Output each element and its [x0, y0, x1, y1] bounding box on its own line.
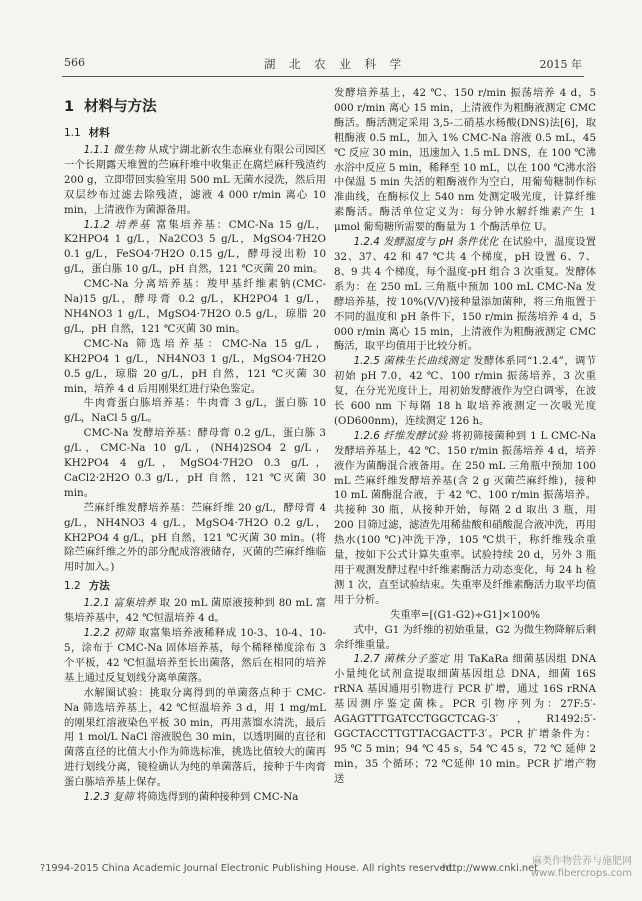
- para-text: 取 20 mL 菌原液接种到 80 mL 富集培养基中，42 ℃恒温培养 4 d。: [64, 597, 327, 625]
- subsection-heading-1-2: [64, 579, 326, 593]
- paragraph-cmc-separation: CMC-Na 分离培养基：羧甲基纤维素钠(CMC-Na)15 g/L，酵母膏 0.2 g/L，KH2PO4 1 g/L，NH4NO3 1 g/L，MgSO4·7H2O 0.5 g/L，琼脂 20 g/L，pH 自然，121 ℃灭菌 30 min。: [64, 278, 326, 335]
- journal-year: 2015 年: [539, 58, 582, 71]
- paragraph-molecular-id: [334, 652, 596, 786]
- para-lead: 1.2.6 纤维发酵试验: [353, 429, 448, 442]
- site-watermark: [531, 856, 632, 880]
- paragraph-secondary-screening: [64, 790, 326, 805]
- para-lead: 1.2.5 菌株生长曲线测定: [353, 355, 470, 368]
- para-text: 将初筛接菌种到 1 L CMC-Na 发酵培养基上，42 ℃、150 r/min 振荡培养 4 d，培养液作为菌酶混合液备用。在 250 mL 三角瓶中预加 100 mL 苎麻纤维发酵培养基(含 2 g 灭菌苎麻纤维)，接种 10 mL 菌酶混合液，于 42 ℃、100 r/min 振荡培养。共接种 30 瓶，从接种开始，每隔 2 d 取出 3 瓶，用 200 目筛过滤，滤渣先用稀盐酸和硝酸混合液冲洗，再用热水(100 ℃)冲洗干净，105 ℃烘干，称纤维残余重量，按如下公式计算失重率。试验持续 20 d，另外 3 瓶用于观测发酵过程中纤维素酶活力动态变化，每 24 h 检测 1 次，直至试验结束。失重率及纤维素酶活力取平均值用于分析。: [334, 429, 596, 606]
- subsection-title: 方法: [88, 580, 110, 593]
- paragraph-cmc-fermentation: CMC-Na 发酵培养基：酵母膏 0.2 g/L，蛋白胨 3 g/L，CMC-Na 10 g/L，(NH4)2SO4 2 g/L，KH2PO4 4 g/L，MgSO4·7H2O 0.3 g/L，CaCl2·2H2O 0.3 g/L，pH 自然，121 ℃灭菌 30 min。: [64, 427, 326, 499]
- para-text: 富集培养基：CMC-Na 15 g/L，K2HPO4 1 g/L，Na2CO3 5 g/L，MgSO4·7H2O 0.1 g/L，FeSO4·7H2O 0.15 g/L，酵母浸出粉 10 g/L，蛋白胨 10 g/L，pH 自然，121 ℃灭菌 20 min。: [64, 218, 326, 276]
- section-number: 1: [64, 99, 75, 115]
- paragraph-ramie-fermentation: 苎麻纤维发酵培养基：苎麻纤维 20 g/L，酵母膏 4 g/L，NH4NO3 4 g/L，MgSO4·7H2O 0.2 g/L，KH2PO4 4 g/L，pH 自然，121 ℃灭菌 30 min。(将除苎麻纤维之外的部分配成溶液储存，灭菌的苎麻纤维临用时加入。): [64, 501, 326, 574]
- header-rule: [62, 76, 584, 77]
- subsection-number: 1.1: [64, 127, 81, 139]
- paragraph-formula-note: 式中，G1 为纤维的初始重量，G2 为微生物降解后剩余纤维重量。: [334, 623, 596, 651]
- para-lead: 1.2.3 复筛: [83, 791, 134, 804]
- watermark-line-2: www.fibercrops.com: [530, 868, 632, 879]
- section-title: 材料与方法: [84, 99, 157, 115]
- para-text: 发酵体系同“1.2.4”，调节初始 pH 7.0，42 ℃、100 r/min 振荡培养，3 次重复，在分光光度计上，用初始发酵液作为空白调零，在波长 600 nm 下每隔 18 h 取培养液测定一次吸光度(OD600nm)，连续测定 126 h。: [334, 355, 596, 427]
- section-heading-1: [64, 98, 326, 116]
- para-text: 将筛选得到的菌种接种到 CMC-Na: [136, 791, 299, 804]
- left-column: [64, 86, 326, 805]
- paragraph-hydrolysis-circle: 水解圈试验：挑取分离得到的单菌落点种于 CMC-Na 筛选培养基上，42 ℃恒温培养 3 d，用 1 mg/mL 的刚果红溶液染色平板 30 min，再用蒸馏水清洗，最后用 1 mol/L NaCl 溶液脱色 30 min，以透明圈的直径和菌落直径的比值大小作为筛选标准，挑选比值较大的菌再进行划线分离，镜检确认为纯的单菌落后，接种于牛肉膏蛋白胨培养基上保存。: [64, 686, 326, 789]
- para-lead: 1.2.1 富集培养: [83, 597, 157, 610]
- para-lead: 1.1.2 培养基: [83, 218, 152, 231]
- paragraph-growth-curve: [334, 354, 596, 429]
- para-text: 取富集培养液稀释成 10-3、10-4、10-5，涂布于 CMC-Na 固体培养基，每个稀释梯度涂布 3 个平板，42 ℃恒温培养至长出菌落，然后在相同的培养基上通过反复划线分离单菌落。: [64, 627, 326, 684]
- paragraph-cmc-screening: CMC-Na 筛选培养基：CMC-Na 15 g/L，KH2PO4 1 g/L，NH4NO3 1 g/L，MgSO4·7H2O 0.5 g/L，琼脂 20 g/L，pH 自然，121 ℃灭菌 30 min，培养 4 d 后用刚果红进行染色鉴定。: [64, 337, 326, 395]
- right-column: [334, 86, 596, 787]
- para-lead: 1.2.2 初筛: [83, 627, 136, 640]
- paragraph-fiber-fermentation: [334, 429, 596, 608]
- paragraph-temp-ph: [334, 235, 596, 354]
- paragraph-microbe: [64, 143, 326, 218]
- weight-loss-formula: 失重率=[(G1-G2)÷G1]×100%: [389, 608, 541, 621]
- para-text: 用 TaKaRa 细菌基因组 DNA 小量纯化试剂盒提取细菌基因组总 DNA，细菌 16S rRNA 基因通用引物进行 PCR 扩增，通过 16S rRNA 基因测序鉴定菌株。PCR 引物序列为：27F:5′-AGAGTTTGATCCTGGCTCAG-3′，R1492:5′-GGCTACCTTGTTACGACTT-3′。PCR 扩增条件为：95 ℃ 5 min；94 ℃ 45 s，54 ℃ 45 s，72 ℃ 延伸 2 min，35 个循环；72 ℃延伸 10 min。PCR 扩增产物送: [334, 653, 596, 785]
- para-lead: 1.1.1 微生物: [83, 144, 145, 156]
- journal-title: 湖 北 农 业 科 学: [263, 57, 407, 71]
- copyright-notice: ?1994-2015 China Academic Journal Electronic Publishing House. All rights reserved.: [40, 863, 455, 874]
- para-text: 从咸宁湖北新农生态麻业有限公司园区一个长期露天堆置的苎麻秆堆中收集正在腐烂麻秆残渣约 200 g，立即带回实验室用 500 mL 无菌水浸洗，然后用双层纱布过滤去除残渣，滤液 4 000 r/min 离心 10 min，上清液作为菌源备用。: [64, 144, 326, 216]
- para-lead: 1.2.4 发酵温度与 pH 条件优化: [353, 236, 499, 249]
- paragraph-enrichment: [64, 596, 326, 626]
- cnki-link[interactable]: http://www.cnki.net: [442, 863, 538, 874]
- watermark-line-1: 麻类作物营养与施肥网: [532, 856, 632, 867]
- paragraph-continued: 发酵培养基上，42 ℃、150 r/min 振荡培养 4 d，5 000 r/min 离心 15 min，上清液作为粗酶液测定 CMC 酶活。酶活测定采用 3,5-二硝基水杨酸(DNS)法[6]，取粗酶液 0.5 mL，加入 1% CMC-Na 溶液 0.5 mL，45 ℃ 反应 30 min，迅速加入 1.5 mL DNS，在 100 ℃沸水浴中反应 5 min，稀释至 10 mL，以在 100 ℃沸水浴中保温 5 min 失活的粗酶液作为空白，用葡萄糖制作标准曲线，在酶标仪上 540 nm 处测定吸光度，计算纤维素酶活。酶活单位定义为：每分钟水解纤维素产生 1 μmol 葡萄糖所需要的酶量为 1 个酶活单位 U。: [334, 87, 596, 234]
- subsection-heading-1-1: [64, 126, 326, 140]
- paragraph-primary-screening: [64, 626, 326, 686]
- para-lead: 1.2.7 菌株分子鉴定: [353, 653, 450, 666]
- paragraph-media: [64, 218, 326, 278]
- para-text: 在试验中，温度设置 32、37、42 和 47 ℃共 4 个梯度，pH 设置 6、7、8、9 共 4 个梯度，每个温度-pH 组合 3 次重复。发酵体系为：在 250 mL 三角瓶中预加 100 mL CMC-Na 发酵培养基，按 10%(V/V)接种量添加菌种，将三角瓶置于不同的温度和 pH 条件下，150 r/min 振荡培养 4 d，5 000 r/min 离心 15 min，上清液作为粗酶液测定 CMC 酶活，取平均值用于比较分析。: [334, 236, 597, 353]
- subsection-title: 材料: [88, 127, 110, 139]
- page-number: 566: [64, 56, 85, 69]
- paragraph-beef-peptone: 牛肉膏蛋白胨培养基：牛肉膏 3 g/L，蛋白胨 10 g/L，NaCl 5 g/L。: [64, 397, 326, 425]
- subsection-number: 1.2: [64, 580, 81, 593]
